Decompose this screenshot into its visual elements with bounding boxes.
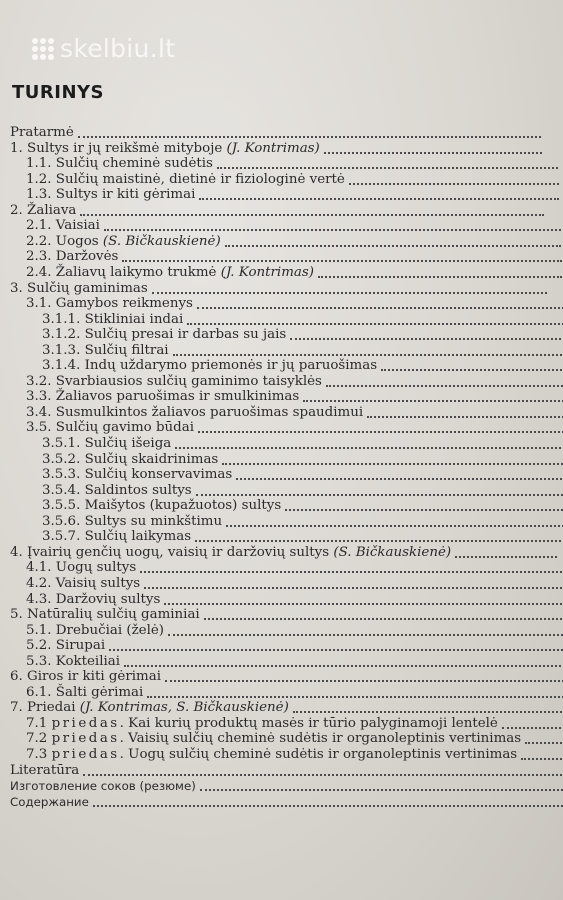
leader-dots [198, 428, 563, 433]
toc-entry-label: 3.5.7. Sulčių laikymas [42, 529, 192, 545]
toc-entry-label: 3.3. Žaliavos paruošimas ir smulkinimas [26, 389, 300, 405]
toc-entry [0, 218, 561, 234]
toc-entry [0, 669, 563, 685]
toc-entry-author: (J. Kontrimas) [226, 140, 320, 156]
toc-entry [0, 312, 563, 328]
toc-entry-label: 4.2. Vaisių sultys [26, 575, 141, 591]
toc-entry-label: 7.1 priedas. Kai kurių produktų masės ir tūrio palyginamoji lentelė [26, 715, 498, 731]
toc-entry [0, 467, 563, 483]
leader-dots [290, 335, 563, 340]
toc-entry-label: 2.4. Žaliavų laikymo trukmė (J. Kontrimas) [26, 264, 314, 280]
toc-entry-author: (J. Kontrimas, S. Bičkauskienė) [79, 700, 289, 716]
toc-entry-label: Literatūra [10, 762, 80, 778]
toc-entry-label: 4.1. Uogų sultys [26, 560, 137, 576]
leader-dots [293, 708, 563, 713]
leader-dots [200, 786, 563, 791]
leader-dots [124, 662, 563, 667]
toc-entry [0, 141, 542, 157]
leader-dots [324, 149, 542, 154]
toc-entry [0, 763, 563, 779]
toc-entry [0, 607, 562, 623]
toc-entry [0, 778, 563, 794]
toc-entry [0, 452, 563, 468]
toc-entry-label: 6. Giros ir kiti gėrimai [10, 669, 162, 685]
toc-entry-label: 2.2. Uogos (S. Bičkauskienė) [26, 233, 221, 249]
toc-entry-label: 3.5.4. Saldintos sultys [42, 482, 192, 498]
leader-dots [80, 211, 544, 216]
leader-dots [175, 444, 563, 449]
leader-dots [303, 397, 563, 402]
toc-entry [0, 327, 563, 343]
toc-entry [0, 529, 563, 545]
toc-entry [0, 514, 563, 530]
leader-dots [326, 382, 563, 387]
toc-entry-label: 5.2. Sirupai [26, 638, 106, 654]
toc-entry [0, 172, 559, 188]
toc-entry [0, 794, 563, 810]
toc-entry [0, 374, 563, 390]
watermark-text: skelbiu.lt [60, 34, 176, 63]
toc-entry-label: 3.5. Sulčių gavimo būdai [26, 420, 195, 436]
toc-entry [0, 716, 563, 732]
leader-dots [173, 351, 563, 356]
toc-entry [0, 420, 563, 436]
toc-entry [0, 234, 561, 250]
toc-entry [0, 203, 544, 219]
toc-entry [0, 249, 562, 265]
page-title: TURINYS [12, 82, 105, 103]
toc-entry-label: 2.3. Daržovės [26, 249, 119, 265]
toc-entry [0, 296, 563, 312]
toc-entry-label: 7.3 priedas. Uogų sulčių cheminė sudėtis ir organoleptinis vertinimas [26, 747, 518, 762]
toc-entry-label: 3.1.2. Sulčių presai ir darbas su jais [42, 327, 287, 343]
toc-entry-label: Изготовление соков (резюме) [10, 779, 196, 794]
leader-dots [318, 273, 562, 278]
toc-entry [0, 560, 563, 576]
toc-entry-label: 1.3. Sultys ir kiti gėrimai [26, 187, 196, 203]
toc-entry [0, 623, 563, 639]
leader-dots [367, 413, 563, 418]
watermark [32, 34, 175, 63]
leader-dots [140, 568, 563, 573]
leader-dots [225, 242, 561, 247]
toc-entry-label: 3.5.2. Sulčių skaidrinimas [42, 451, 219, 467]
toc-entry [0, 654, 563, 670]
leader-dots [199, 195, 559, 200]
toc-entry-label: 5.1. Drebučiai (želė) [26, 622, 165, 638]
toc-entry [0, 389, 563, 405]
toc-entry-label: 5.3. Kokteiliai [26, 653, 121, 669]
toc-entry-label: 7.2 priedas. Vaisių sulčių cheminė sudėtis ir organoleptinis vertinimas [26, 731, 522, 747]
leader-dots [236, 475, 563, 480]
toc-entry-label: 1.2. Sulčių maistinė, dietinė ir fiziologinė vertė [26, 171, 345, 187]
toc-entry-label: 3.2. Svarbiausios sulčių gaminimo taisyklės [26, 373, 322, 389]
leader-dots [109, 646, 563, 651]
leader-dots [381, 366, 563, 371]
toc-entry-label: 6.1. Šalti gėrimai [26, 684, 144, 700]
toc-entry [0, 125, 541, 141]
toc-entry [0, 187, 559, 203]
toc-entry [0, 545, 557, 561]
toc-entry-label: 2. Žaliava [10, 202, 77, 218]
leader-dots [152, 289, 547, 294]
leader-dots [226, 522, 563, 527]
toc-entry-label: 3.1. Gamybos reikmenys [26, 296, 193, 312]
leader-dots [165, 677, 563, 682]
toc-entry-label: 1. Sultys ir jų reikšmė mityboje (J. Kontrimas) [10, 140, 320, 156]
toc-entry-label: 7. Priedai (J. Kontrimas, S. Bičkauskienė) [10, 700, 289, 716]
toc-entry-label: 5. Natūralių sulčių gaminiai [10, 607, 200, 623]
toc-entry-author: (S. Bičkauskienė) [333, 544, 452, 560]
toc-entry [0, 265, 562, 281]
toc-entry-label: 2.1. Vaisiai [26, 218, 100, 234]
toc-entry [0, 685, 563, 701]
toc-entry [0, 638, 563, 654]
toc-entry-label: 3.1.3. Sulčių filtrai [42, 342, 169, 358]
leader-dots [164, 600, 563, 605]
leader-dots [83, 771, 563, 776]
toc-entry-author: (J. Kontrimas) [220, 264, 314, 280]
leader-dots [197, 304, 563, 309]
leader-dots [285, 506, 563, 511]
toc-entry [0, 436, 563, 452]
toc-entry [0, 498, 563, 514]
leader-dots [104, 226, 561, 231]
toc-entry [0, 405, 563, 421]
toc-entry-label: 3.1.1. Stikliniai indai [42, 311, 184, 327]
toc-entry [0, 576, 563, 592]
toc-entry-label: 3. Sulčių gaminimas [10, 280, 148, 296]
toc-entry-label: 4. Įvairių genčių uogų, vaisių ir daržovių sultys (S. Bičkauskienė) [10, 544, 452, 560]
leader-dots [168, 631, 563, 636]
toc-entry-label: 3.5.3. Sulčių konservavimas [42, 467, 233, 483]
leader-dots [122, 257, 562, 262]
leader-dots [204, 615, 562, 620]
leader-dots [93, 802, 563, 807]
toc-entry [0, 731, 563, 747]
toc-entry-label: 3.5.1. Sulčių išeiga [42, 436, 172, 451]
leader-dots [196, 491, 563, 496]
toc-entry-label: 1.1. Sulčių cheminė sudėtis [26, 156, 213, 172]
toc-entry-label: 3.1.4. Indų uždarymo priemonės ir jų paruošimas [42, 358, 378, 374]
toc-entry [0, 281, 547, 297]
leader-dots [521, 755, 563, 760]
toc-entry-label: 3.4. Susmulkintos žaliavos paruošimas spaudimui [26, 404, 364, 420]
leader-dots [144, 584, 563, 589]
toc-entry-label: 3.5.5. Maišytos (kupažuotos) sultys [42, 498, 282, 514]
toc-entry [0, 358, 563, 374]
toc-entry-label: Содержание [10, 794, 89, 809]
leader-dots [195, 537, 563, 542]
toc-entry-label: 3.5.6. Sultys su minkštimu [42, 513, 223, 529]
leader-dots [222, 460, 563, 465]
toc-entry-label: Pratarmė [10, 125, 74, 140]
toc-entry [0, 343, 563, 359]
toc-entry [0, 747, 563, 763]
toc-entry [0, 483, 563, 499]
watermark-logo-icon [32, 38, 54, 60]
leader-dots [349, 180, 559, 185]
leader-dots [217, 164, 558, 169]
leader-dots [525, 739, 563, 744]
toc-entry [0, 700, 563, 716]
leader-dots [502, 724, 563, 729]
toc-entry-label: 4.3. Daržovių sultys [26, 591, 161, 607]
toc-entry [0, 156, 558, 172]
leader-dots [455, 553, 557, 558]
leader-dots [147, 693, 563, 698]
leader-dots [187, 320, 563, 325]
toc-entry [0, 592, 563, 608]
leader-dots [78, 133, 541, 138]
toc-entry-author: (S. Bičkauskienė) [102, 233, 221, 249]
